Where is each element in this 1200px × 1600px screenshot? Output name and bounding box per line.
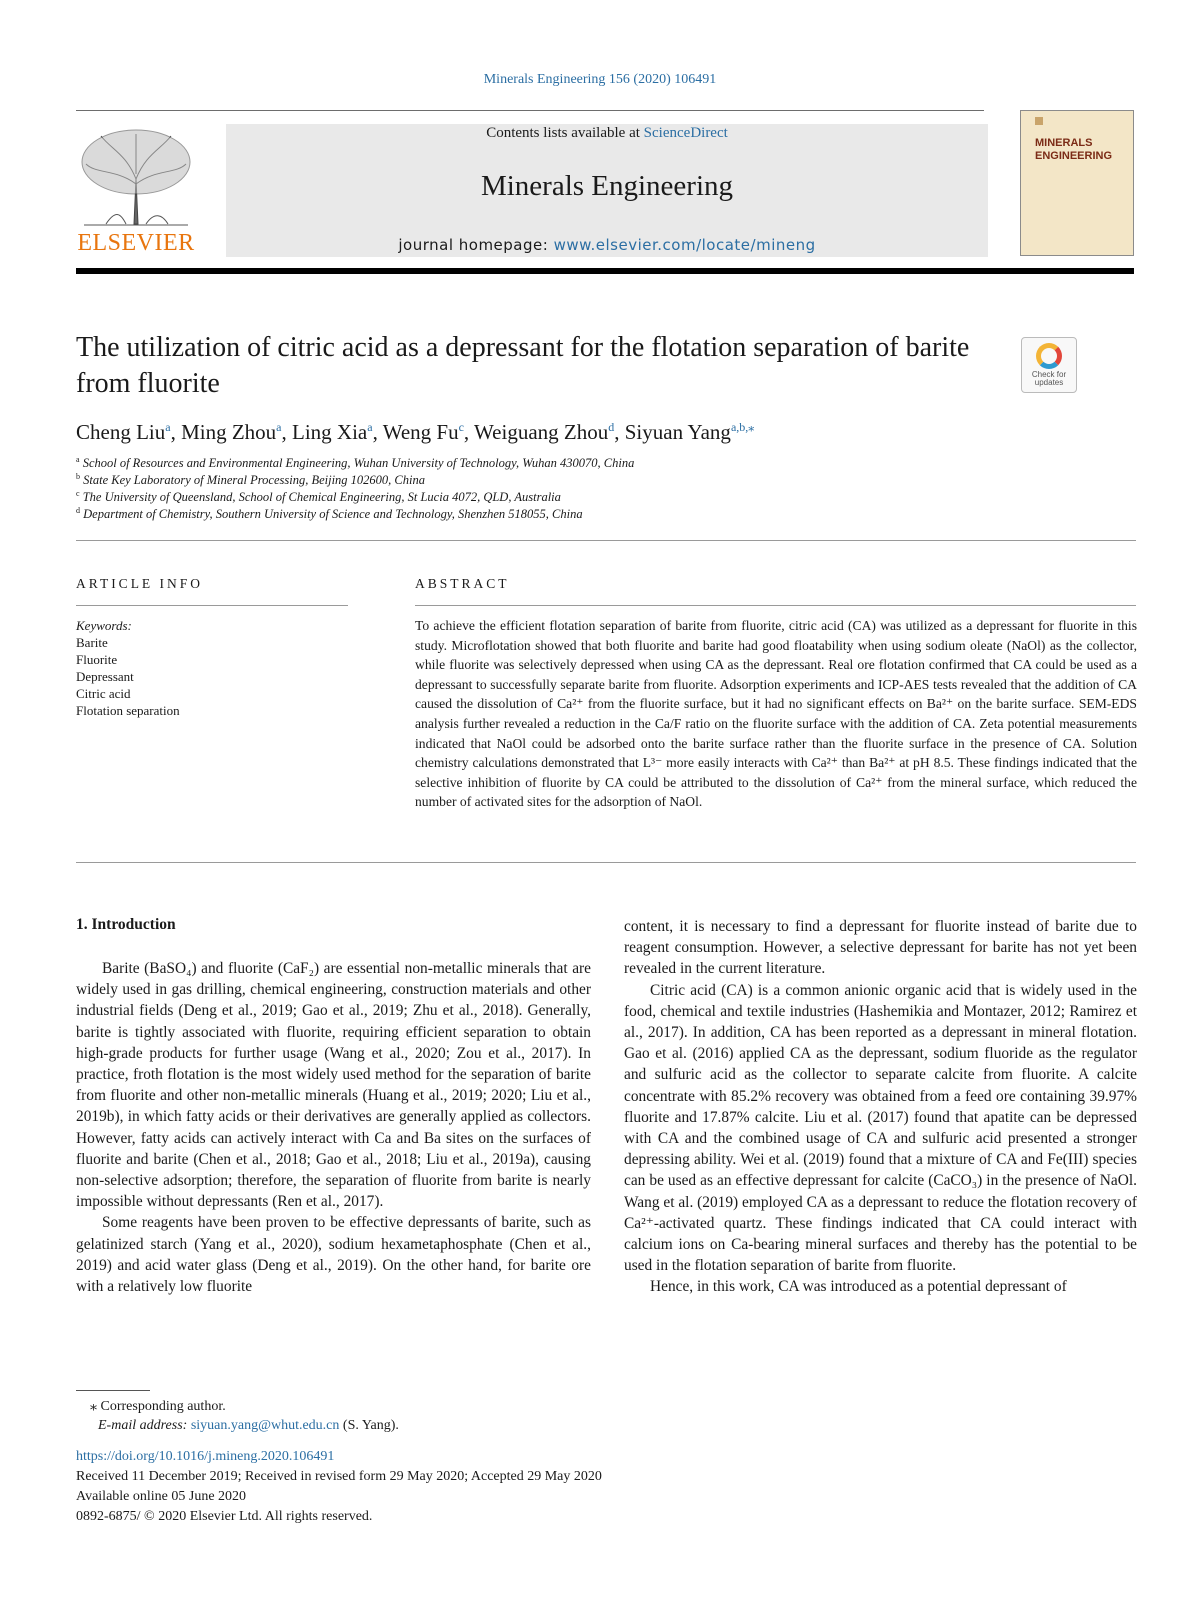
abstract-text: To achieve the efficient flotation separation of barite from fluorite, citric acid (CA) was utilized as a depressant for fluorite in this study. Microflotation showed that both fluorite and barite had good floatability when using sodium oleate (NaOl) as the collector, while fluorite was selectively depressed when using CA as the depressant. Real ore flotation confirmed that CA could be used as a depressant to successfully separate barite from fluorite. Adsorption experiments and ICP-AES tests revealed that the addition of CA caused the dissolution of Ca²⁺ from the fluorite surface, but it had no significant effects on Ba²⁺ on the barite surface. SEM-EDS analysis further revealed a reduction in the Ca/F ratio on the fluorite surface with the addition of CA. Zeta potential measurements indicated that NaOl could be adsorbed onto the barite surface rather than the fluorite surface in the presence of CA. Solution chemistry calculations demonstrated that L³⁻ more easily interacts with Ca²⁺ than Ba²⁺ at pH 8.5. These findings indicated that the selective inhibition of fluorite by CA could be attributed to the dissolution of Ca²⁺ from the mineral surface, which reduced the number of activated sites for the adsorption of NaOl. — [415, 618, 1137, 810]
email-link[interactable]: siyuan.yang@whut.edu.cn — [190, 1418, 340, 1433]
header-rule — [76, 110, 984, 111]
corresponding-author-note: ⁎ Corresponding author. — [90, 1399, 226, 1414]
keyword: Fluorite — [76, 652, 118, 667]
body-column-right — [624, 916, 1137, 1298]
author-name[interactable]: Ling Xia — [292, 420, 368, 444]
affiliation: $^b$ State Key Laboratory of Mineral Processing, Beijing 102600, China — [76, 472, 425, 488]
contents-line — [226, 125, 988, 142]
journal-name: Minerals Engineering — [480, 170, 734, 202]
homepage-prefix: journal homepage: — [398, 236, 554, 254]
keyword: Citric acid — [76, 686, 131, 701]
affiliation: $^c$ The University of Queensland, School of Chemical Engineering, St Lucia 4072, QLD, Australia — [76, 489, 561, 505]
abstract-rule — [415, 605, 1136, 606]
cover-title: MINERALS ENGINEERING — [1035, 137, 1113, 162]
article-title: The utilization of citric acid as a depressant for the flotation separation of barite from fluorite — [76, 332, 970, 399]
email-suffix: (S. Yang). — [339, 1418, 399, 1433]
elsevier-wordmark: ELSEVIER — [77, 230, 195, 256]
affiliation: $^a$ School of Resources and Environmental Engineering, Wuhan University of Technology, Wuhan 430070, China — [76, 455, 635, 471]
article-info-rule — [76, 605, 348, 606]
keyword: Flotation separation — [76, 703, 180, 718]
author-affil-mark[interactable]: a — [165, 420, 171, 434]
check-updates-label: Check for updates — [1031, 370, 1067, 387]
author-name[interactable]: Weng Fu — [382, 420, 459, 444]
author-affil-mark[interactable]: c — [458, 420, 464, 434]
author-affil-mark[interactable]: d — [608, 420, 615, 434]
author-affil-mark[interactable]: a — [367, 420, 373, 434]
article-info-heading: ARTICLE INFO — [76, 576, 204, 591]
author-affil-mark[interactable]: a — [276, 420, 282, 434]
author-list: Cheng Liu$^a$, Ming Zhou$^a$, Ling Xia$^a$, Weng Fu$^c$, Weiguang Zhou$^d$, Siyuan Yang$^{a,b,⁎}$ — [76, 420, 755, 444]
email-line — [98, 1418, 399, 1434]
body-paragraph: Hence, in this work, CA was introduced as a potential depressant of — [650, 1278, 1067, 1296]
copyright: 0892-6875/ © 2020 Elsevier Ltd. All rights reserved. — [76, 1509, 373, 1524]
introduction-heading: 1. Introduction — [76, 916, 176, 933]
available-online: Available online 05 June 2020 — [76, 1489, 247, 1504]
journal-citation-link[interactable]: Minerals Engineering 156 (2020) 106491 — [483, 72, 717, 87]
author-affil-mark[interactable]: a,b,⁎ — [730, 420, 755, 434]
body-paragraph: Some reagents have been proven to be effective depressants of barite, such as gelatinized starch (Yang et al., 2020), sodium hexametaphosphate (Chen et al., 2019) and acid water glass (Deng et al., 2019). On the other hand, for barite ore with a relatively low fluorite — [76, 1214, 591, 1296]
keyword: Barite — [76, 635, 108, 650]
body-paragraph: Barite (BaSO₄) and fluorite (CaF₂) are essential non-metallic minerals that are widely used in gas drilling, chemical engineering, construction materials and other industrial fields (Deng et al., 2019; Gao et al., 2019; Zhu et al., 2018). Generally, barite is tightly associated with fluorite, requiring efficient separation to obtain high-grade products for further usage (Wang et al., 2020; Zou et al., 2017). In practice, froth flotation is the most widely used method for the separation of barite from fluorite and other non-metallic minerals (Huang et al., 2019; 2020; Liu et al., 2019b), in which fatty acids or their derivatives are generally applied as collectors. However, fatty acids can actively interact with Ca and Ba sites on the surfaces of fluorite and barite (Chen et al., 2018; Gao et al., 2018; Liu et al., 2019a), causing non-selective adsorption; therefore, the separation of fluorite from barite is nearly impossible without depressants (Ren et al., 2017). — [76, 960, 591, 1211]
header-thick-bar — [76, 268, 1134, 274]
abstract-heading: ABSTRACT — [415, 576, 510, 591]
keywords-label: Keywords: — [76, 618, 132, 633]
homepage-link[interactable]: www.elsevier.com/locate/mineng — [553, 236, 816, 254]
body-paragraph: content, it is necessary to find a depressant for fluorite instead of barite due to reagent consumption. However, a selective depressant for barite has not yet been revealed in the current literature. — [624, 918, 1137, 978]
body-paragraph: Citric acid (CA) is a common anionic organic acid that is widely used in the food, chemical and textile industries (Hashemikia and Montazer, 2012; Ramirez et al., 2017). In addition, CA has been reported as a depressant in mineral flotation. Gao et al. (2016) applied CA as the depressant, sodium fluoride as the regulator and sulfuric acid as the collector to separate calcite from fluorite. A calcite concentrate with 85.2% recovery was obtained from a feed ore containing 39.97% fluorite and 17.87% calcite. Liu et al. (2017) found that apatite can be depressed with CA and the combined usage of CA and sulfuric acid presented a stronger depressing ability. Wei et al. (2019) found that a mixture of CA and Fe(III) species can be used as an effective depressant for calcite (CaCO₃) in the presence of NaOl. Wang et al. (2019) employed CA as a depressant to reduce the flotation recovery of Ca²⁺-activated quartz. These findings indicated that CA could interact with calcium ions on Ca-bearing mineral surfaces and thereby has the potential to be used in the flotation separation of barite from fluorite. — [624, 981, 1137, 1275]
section-divider — [76, 540, 1136, 541]
received-dates: Received 11 December 2019; Received in revised form 29 May 2020; Accepted 29 May 2020 — [76, 1469, 602, 1484]
check-updates-icon — [1036, 343, 1062, 369]
body-column-left — [76, 958, 591, 1297]
author-name[interactable]: Siyuan Yang — [624, 420, 731, 444]
affiliation: $^d$ Department of Chemistry, Southern University of Science and Technology, Shenzhen 518055, China — [76, 506, 583, 522]
contents-prefix: Contents lists available at — [486, 125, 644, 141]
author-name[interactable]: Weiguang Zhou — [474, 420, 609, 444]
cover-emblem-icon — [1035, 117, 1043, 125]
section-divider — [76, 862, 1136, 863]
homepage-line — [226, 236, 988, 254]
email-label: E-mail address: — [98, 1418, 191, 1433]
footnote-rule — [76, 1390, 150, 1391]
keyword: Depressant — [76, 669, 134, 684]
check-for-updates-button[interactable] — [1021, 337, 1077, 393]
author-name[interactable]: Ming Zhou — [181, 420, 277, 444]
journal-cover-thumbnail[interactable] — [1020, 110, 1134, 256]
sciencedirect-link[interactable]: ScienceDirect — [643, 125, 728, 141]
author-name[interactable]: Cheng Liu — [76, 420, 166, 444]
doi-link[interactable]: https://doi.org/10.1016/j.mineng.2020.106491 — [76, 1449, 335, 1464]
